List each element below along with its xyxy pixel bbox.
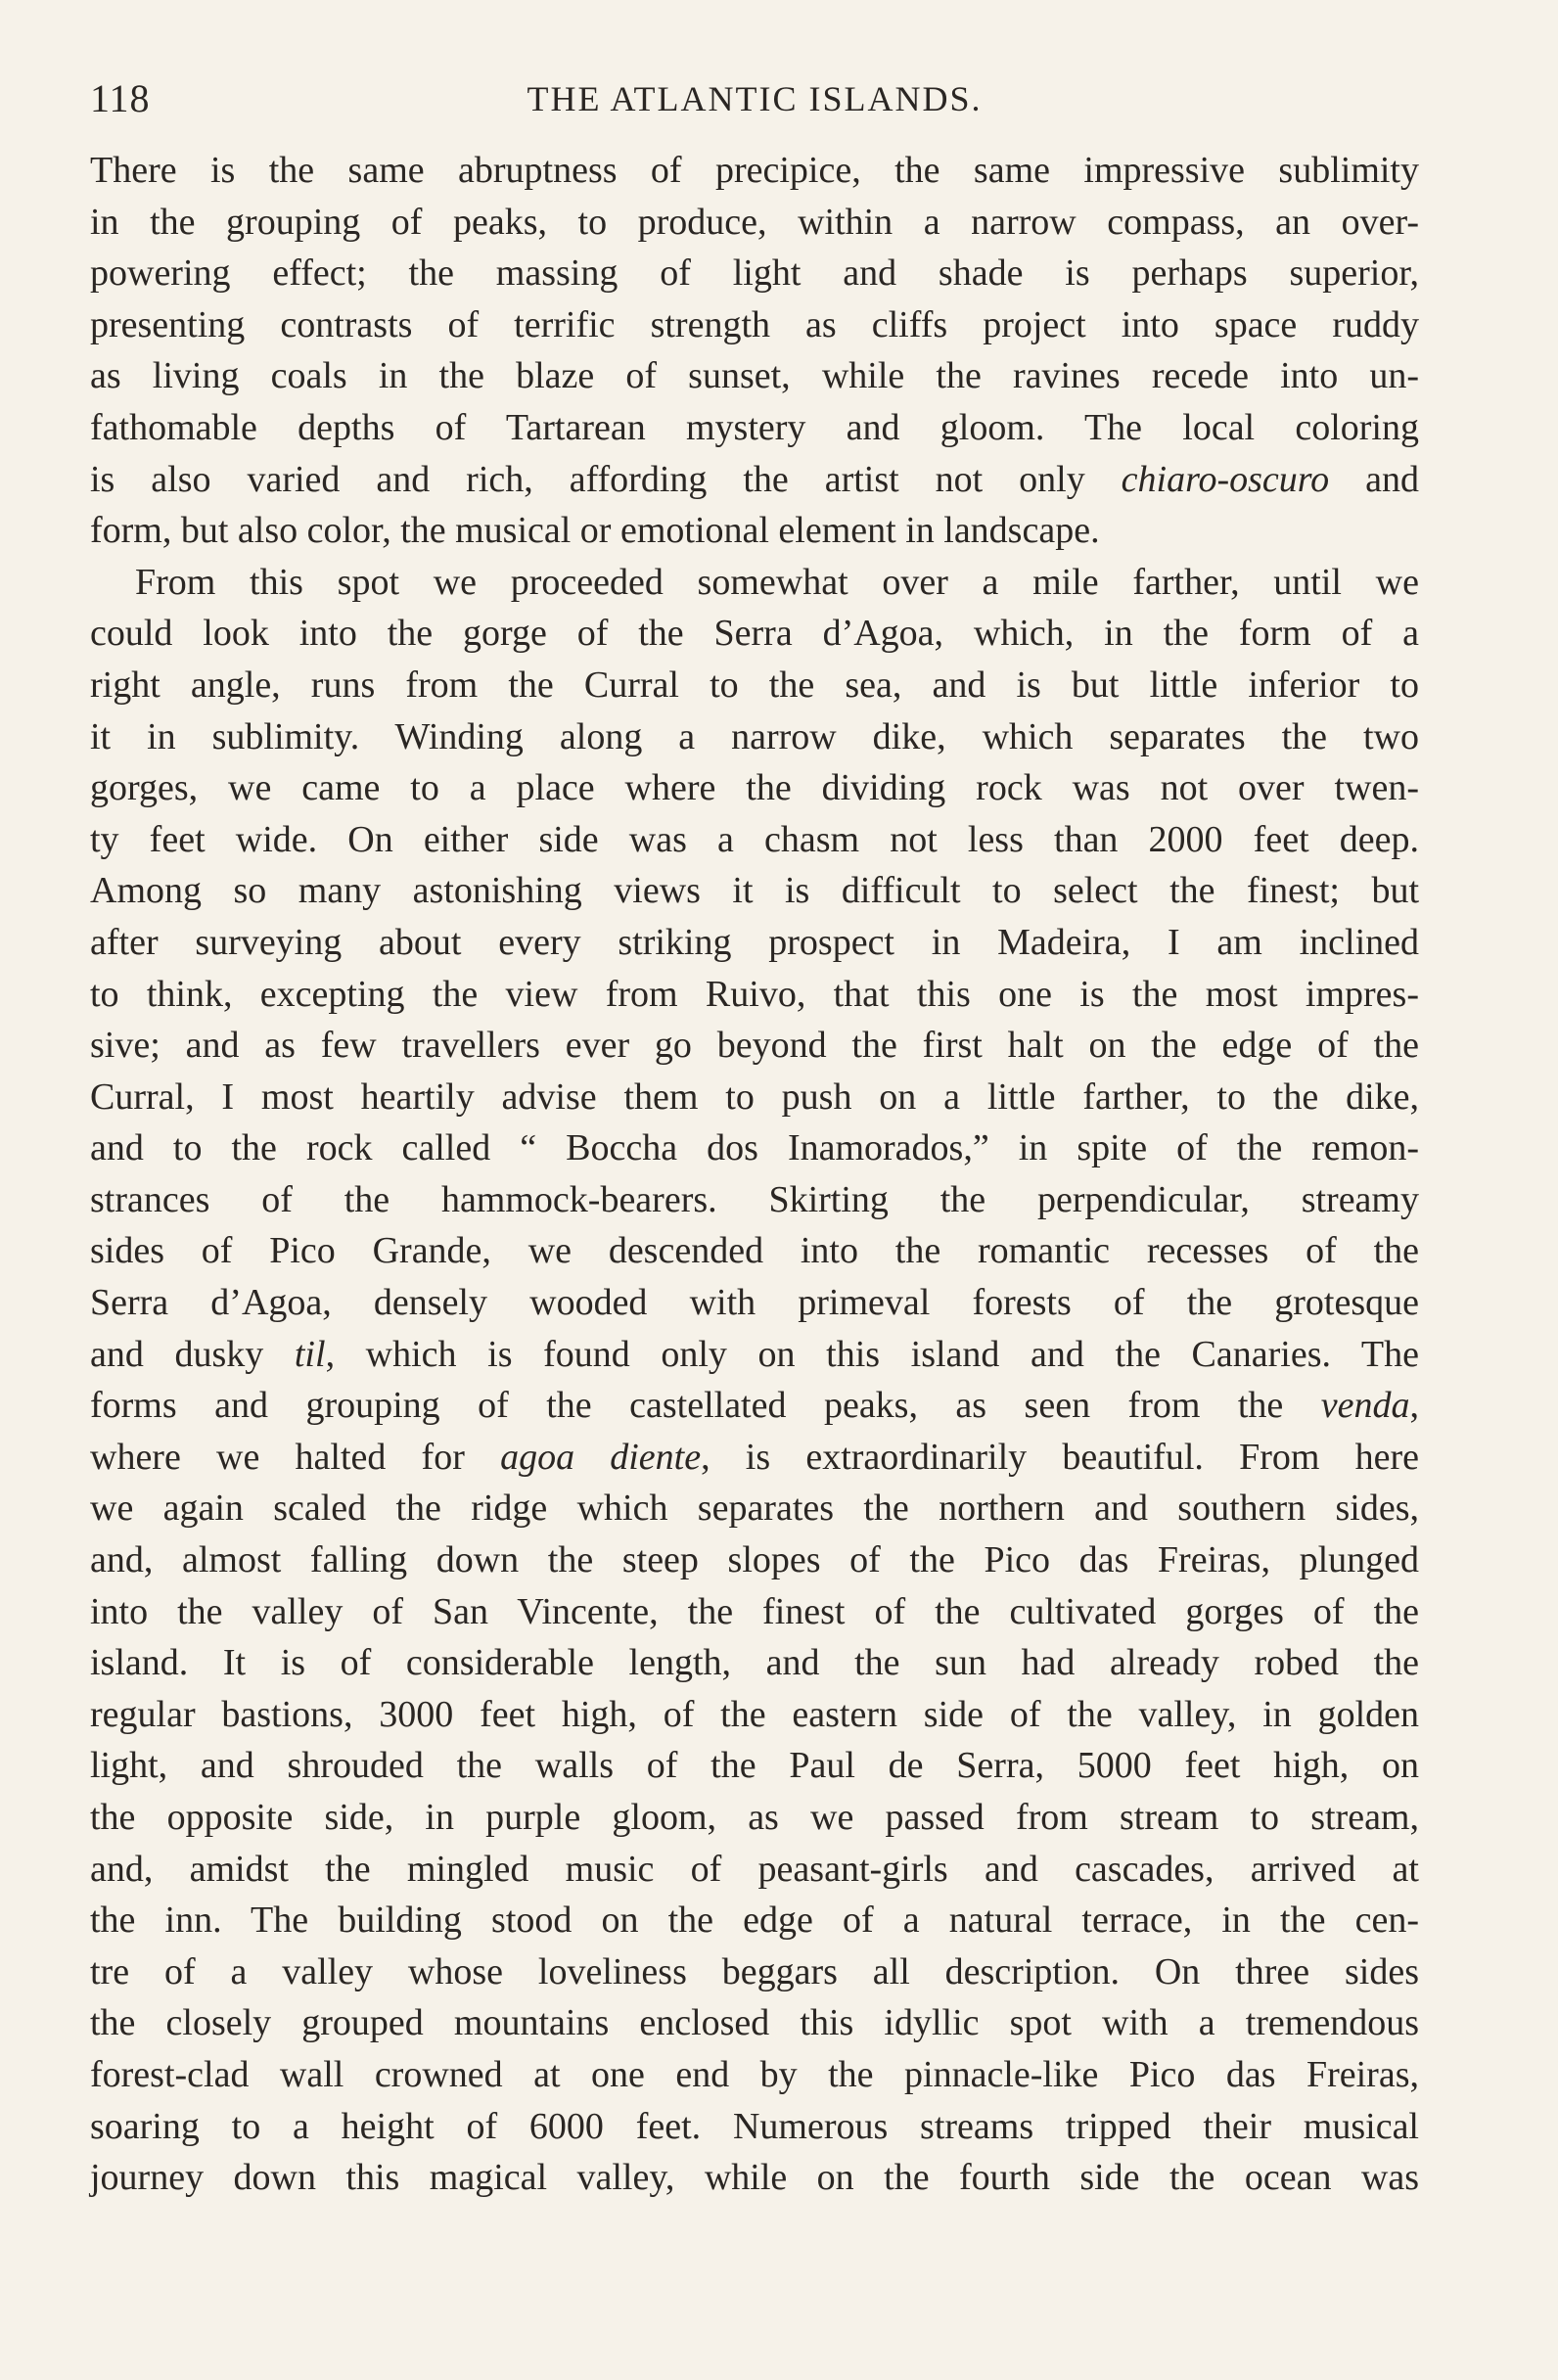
text-line: journey down this magical valley, while on the fourth side the ocean was bbox=[90, 2157, 1419, 2199]
text-line: tre of a valley whose loveliness beggars all description. On three sides bbox=[90, 1950, 1419, 1992]
text-segment: , bbox=[1409, 1385, 1419, 1427]
text-line: presenting contrasts of terrific strength as cliffs project into space ruddy bbox=[90, 303, 1419, 345]
text-line: it in sublimity. Winding along a narrow dike, which separates the two bbox=[90, 715, 1419, 757]
text-line: into the valley of San Vincente, the finest of the cultivated gorges of the bbox=[90, 1590, 1419, 1632]
text-line: regular bastions, 3000 feet high, of the eastern side of the valley, in golden bbox=[90, 1693, 1419, 1735]
text-line: and, almost falling down the steep slopes of the Pico das Freiras, plunged bbox=[90, 1539, 1419, 1581]
text-line: soaring to a height of 6000 feet. Numerous streams tripped their musical bbox=[90, 2105, 1419, 2147]
text-line: island. It is of considerable length, and the sun had already robed the bbox=[90, 1642, 1419, 1684]
text-line: ty feet wide. On either side was a chasm not less than 2000 feet deep. bbox=[90, 818, 1419, 860]
text-line: the inn. The building stood on the edge of a natural terrace, in the cen- bbox=[90, 1899, 1419, 1942]
italic-term: chiaro-oscuro bbox=[1121, 458, 1330, 500]
text-segment: and bbox=[1329, 458, 1419, 500]
text-line: From this spot we proceeded somewhat over a mile farther, until we bbox=[135, 561, 1419, 603]
text-line: the closely grouped mountains enclosed this idyllic spot with a tremendous bbox=[90, 2002, 1419, 2044]
page-number: 118 bbox=[90, 76, 151, 120]
text-line: light, and shrouded the walls of the Paul de Serra, 5000 feet high, on bbox=[90, 1745, 1419, 1787]
text-line: in the grouping of peaks, to produce, within a narrow compass, an over- bbox=[90, 201, 1419, 243]
text-line: after surveying about every striking prospect in Madeira, I am inclined bbox=[90, 921, 1419, 963]
text-line: fathomable depths of Tartarean mystery and gloom. The local coloring bbox=[90, 406, 1419, 448]
text-segment: forms and grouping of the castellated peaks, as seen from the bbox=[90, 1385, 1321, 1427]
paragraph-1 bbox=[90, 145, 1419, 557]
text-line: Curral, I most heartily advise them to push on a little farther, to the dike, bbox=[90, 1076, 1419, 1118]
text-line: as living coals in the blaze of sunset, while the ravines recede into un- bbox=[90, 355, 1419, 397]
text-line: right angle, runs from the Curral to the sea, and is but little inferior to bbox=[90, 664, 1419, 706]
text-line: we again scaled the ridge which separates the northern and southern sides, bbox=[90, 1488, 1419, 1530]
text-line: and, amidst the mingled music of peasant-girls and cascades, arrived at bbox=[90, 1848, 1419, 1890]
paragraph-2 bbox=[90, 557, 1419, 2204]
text-line: sive; and as few travellers ever go beyond the first halt on the edge of the bbox=[90, 1025, 1419, 1067]
text-line: forest-clad wall crowned at one end by the pinnacle-like Pico das Freiras, bbox=[90, 2053, 1419, 2095]
italic-term: agoa diente bbox=[500, 1436, 702, 1478]
text-line bbox=[90, 1432, 1419, 1484]
italic-term: til bbox=[294, 1333, 326, 1375]
text-line: powering effect; the massing of light and shade is perhaps superior, bbox=[90, 252, 1419, 295]
text-segment: , which is found only on this island and the Canaries. The bbox=[325, 1333, 1419, 1375]
text-line: and to the rock called “ Boccha dos Inamorados,” in spite of the remon- bbox=[90, 1127, 1419, 1169]
text-line: Among so many astonishing views it is difficult to select the finest; but bbox=[90, 870, 1419, 912]
text-line: There is the same abruptness of precipice, the same impressive sublimity bbox=[90, 150, 1419, 191]
text-segment: where we halted for bbox=[90, 1436, 501, 1478]
text-line: gorges, we came to a place where the dividing rock was not over twen- bbox=[90, 767, 1419, 809]
text-line: sides of Pico Grande, we descended into the romantic recesses of the bbox=[90, 1230, 1419, 1272]
text-line bbox=[90, 1329, 1419, 1381]
italic-term: venda bbox=[1320, 1385, 1410, 1427]
text-line bbox=[90, 1380, 1419, 1432]
text-line: form, but also color, the musical or emotional element in landscape. bbox=[90, 510, 1100, 552]
text-line: Serra d’Agoa, densely wooded with primeval forests of the grotesque bbox=[90, 1282, 1419, 1324]
text-line: strances of the hammock-bearers. Skirting the perpendicular, streamy bbox=[90, 1178, 1419, 1220]
body-text bbox=[90, 145, 1419, 2204]
text-line bbox=[90, 454, 1419, 506]
text-line: the opposite side, in purple gloom, as we passed from stream to stream, bbox=[90, 1797, 1419, 1838]
text-segment: and dusky bbox=[90, 1333, 295, 1375]
page-header bbox=[90, 74, 1419, 123]
running-title: THE ATLANTIC ISLANDS. bbox=[527, 79, 983, 118]
text-segment: , is extraordinarily beautiful. From here bbox=[701, 1436, 1419, 1478]
text-line: to think, excepting the view from Ruivo, that this one is the most impres- bbox=[90, 973, 1419, 1015]
text-segment: is also varied and rich, affording the artist not only bbox=[90, 458, 1122, 500]
text-line: could look into the gorge of the Serra d’Agoa, which, in the form of a bbox=[90, 613, 1419, 655]
